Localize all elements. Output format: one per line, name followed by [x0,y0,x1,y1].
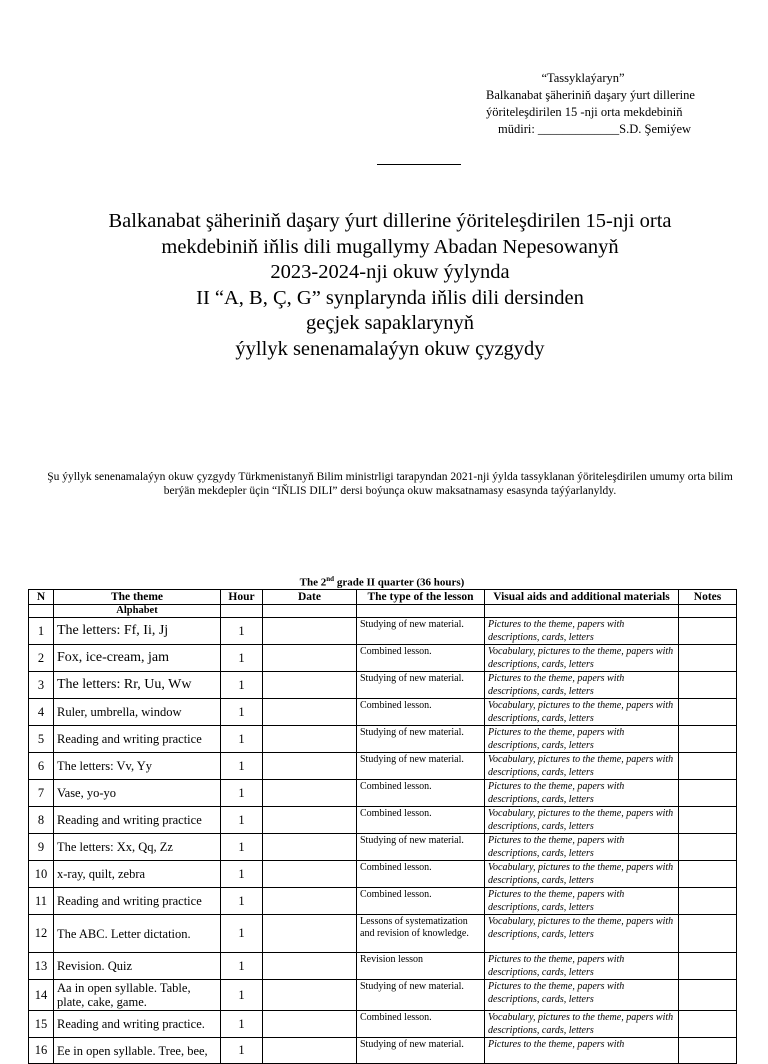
row-date [263,861,357,888]
row-theme: Reading and writing practice [54,807,221,834]
title-line-5: geçjek sapaklarynyň [306,312,474,334]
row-date [263,618,357,645]
row-theme: The ABC. Letter dictation. [54,915,221,953]
title-line-2: mekdebiniň iňlis dili mugallymy Abadan Nepesowanyň [161,235,619,258]
row-date [263,1011,357,1038]
title-line-3: 2023-2024-nji okuw ýylynda [270,261,510,283]
row-number: 13 [29,953,54,980]
table-row [29,953,737,980]
row-lesson-type: Lessons of systematization and revision of knowledge. [357,915,485,953]
row-number: 14 [29,980,54,1011]
row-notes [679,807,737,834]
row-notes [679,672,737,699]
row-visual-aids: Pictures to the theme, papers with descriptions, cards, letters [485,672,679,699]
header-theme: The theme [54,590,221,605]
document-title [0,209,768,362]
row-date [263,807,357,834]
caption-prefix: The 2 [299,576,327,589]
row-theme: Reading and writing practice [54,888,221,915]
row-lesson-type: Studying of new material. [357,834,485,861]
row-notes [679,618,737,645]
row-notes [679,1038,737,1064]
table-caption [28,575,736,589]
row-number: 5 [29,726,54,753]
table-row [29,834,737,861]
row-hour: 1 [221,699,263,726]
header-visual: Visual aids and additional materials [485,590,679,605]
row-theme: Aa in open syllable. Table, plate, cake, game. [54,980,221,1011]
row-lesson-type: Studying of new material. [357,1038,485,1064]
table-row [29,753,737,780]
row-notes [679,645,737,672]
row-visual-aids: Pictures to the theme, papers with descriptions, cards, letters [485,834,679,861]
row-lesson-type: Combined lesson. [357,780,485,807]
section-row [29,605,737,618]
approval-label: “Tassyklaýaryn” [541,71,625,85]
row-hour: 1 [221,980,263,1011]
row-visual-aids: Vocabulary, pictures to the theme, papers with descriptions, cards, letters [485,915,679,953]
row-hour: 1 [221,1038,263,1064]
row-notes [679,699,737,726]
row-visual-aids: Vocabulary, pictures to the theme, papers with descriptions, cards, letters [485,807,679,834]
caption-superscript: nd [326,575,335,583]
header-notes: Notes [679,590,737,605]
table-row [29,888,737,915]
caption-suffix: grade II quarter (36 hours) [334,576,465,589]
row-notes [679,726,737,753]
divider-line [377,164,461,165]
row-lesson-type: Studying of new material. [357,980,485,1011]
table-row [29,672,737,699]
row-hour: 1 [221,753,263,780]
row-visual-aids: Pictures to the theme, papers with descriptions, cards, letters [485,726,679,753]
table-row [29,861,737,888]
row-lesson-type: Studying of new material. [357,672,485,699]
row-notes [679,888,737,915]
approval-signature-line: müdiri: _____________S.D. Şemiýew [498,122,692,136]
row-notes [679,753,737,780]
row-number: 11 [29,888,54,915]
row-lesson-type: Revision lesson [357,953,485,980]
header-n: N [29,590,54,605]
row-hour: 1 [221,618,263,645]
intro-paragraph: Şu ýyllyk senenamalaýyn okuw çyzgydy Türkmenistanyň Bilim ministrligi tarapyndan 2021-nji ýylda tassyklanan ýöriteleşdirilen umumy orta bilim berýän mekdepler üçin “IŇLIS DILI” dersi boýunça okuw maksatnamasy esasynda taýýarlanyldy. [47,471,733,497]
row-hour: 1 [221,672,263,699]
row-hour: 1 [221,1011,263,1038]
row-theme: Reading and writing practice. [54,1011,221,1038]
row-date [263,953,357,980]
row-theme: The letters: Ff, Ii, Jj [54,618,221,645]
row-date [263,834,357,861]
table-row [29,1038,737,1064]
row-date [263,915,357,953]
title-line-1: Balkanabat şäheriniň daşary ýurt dillerine ýöriteleşdirilen 15-nji orta [108,210,672,232]
row-number: 8 [29,807,54,834]
table-row [29,618,737,645]
row-theme: Vase, yo-yo [54,780,221,807]
row-visual-aids: Vocabulary, pictures to the theme, papers with descriptions, cards, letters [485,861,679,888]
row-lesson-type: Studying of new material. [357,618,485,645]
row-hour: 1 [221,834,263,861]
row-theme: The letters: Rr, Uu, Ww [54,672,221,699]
row-visual-aids: Pictures to the theme, papers with descriptions, cards, letters [485,953,679,980]
row-date [263,726,357,753]
row-hour: 1 [221,645,263,672]
row-date [263,753,357,780]
table-row [29,1011,737,1038]
row-theme: x-ray, quilt, zebra [54,861,221,888]
row-hour: 1 [221,915,263,953]
header-date: Date [263,590,357,605]
row-visual-aids: Vocabulary, pictures to the theme, papers with descriptions, cards, letters [485,753,679,780]
row-number: 9 [29,834,54,861]
row-lesson-type: Studying of new material. [357,753,485,780]
row-number: 2 [29,645,54,672]
title-line-4: II “A, B, Ç, G” synplarynda iňlis dili dersinden [196,286,584,309]
row-theme: Ruler, umbrella, window [54,699,221,726]
row-lesson-type: Combined lesson. [357,888,485,915]
row-notes [679,861,737,888]
row-number: 15 [29,1011,54,1038]
row-visual-aids: Pictures to the theme, papers with descriptions, cards, letters [485,888,679,915]
row-visual-aids: Pictures to the theme, papers with [485,1038,679,1064]
row-notes [679,915,737,953]
row-theme: Reading and writing practice [54,726,221,753]
approval-line-1: Balkanabat şäheriniň daşary ýurt dillerine [486,88,695,102]
row-lesson-type: Combined lesson. [357,861,485,888]
table-row [29,780,737,807]
row-visual-aids: Vocabulary, pictures to the theme, papers with descriptions, cards, letters [485,1011,679,1038]
title-line-6: ýyllyk senenamalaýyn okuw çyzgydy [235,337,545,360]
row-visual-aids: Pictures to the theme, papers with descriptions, cards, letters [485,618,679,645]
row-hour: 1 [221,861,263,888]
row-number: 12 [29,915,54,953]
approval-line-2: ýöriteleşdirilen 15 -nji orta mekdebiniň [486,105,683,119]
section-label: Alphabet [54,605,221,618]
row-notes [679,834,737,861]
table-row [29,807,737,834]
row-theme: The letters: Xx, Qq, Zz [54,834,221,861]
row-number: 1 [29,618,54,645]
approval-block [486,70,716,138]
row-date [263,780,357,807]
row-theme: The letters: Vv, Yy [54,753,221,780]
row-date [263,1038,357,1064]
row-hour: 1 [221,780,263,807]
row-visual-aids: Pictures to the theme, papers with descriptions, cards, letters [485,980,679,1011]
header-type: The type of the lesson [357,590,485,605]
table-row [29,915,737,953]
table-body [29,605,737,1064]
row-date [263,888,357,915]
table-header-row [29,590,737,605]
row-number: 7 [29,780,54,807]
row-number: 4 [29,699,54,726]
row-date [263,645,357,672]
row-date [263,672,357,699]
table-row [29,645,737,672]
table-row [29,726,737,753]
row-lesson-type: Combined lesson. [357,699,485,726]
table-row [29,980,737,1011]
row-theme: Fox, ice-cream, jam [54,645,221,672]
row-date [263,699,357,726]
row-number: 3 [29,672,54,699]
row-lesson-type: Combined lesson. [357,807,485,834]
row-notes [679,980,737,1011]
row-hour: 1 [221,888,263,915]
row-notes [679,1011,737,1038]
row-visual-aids: Vocabulary, pictures to the theme, papers with descriptions, cards, letters [485,645,679,672]
row-lesson-type: Combined lesson. [357,1011,485,1038]
row-lesson-type: Studying of new material. [357,726,485,753]
row-notes [679,953,737,980]
row-visual-aids: Pictures to the theme, papers with descriptions, cards, letters [485,780,679,807]
row-number: 6 [29,753,54,780]
row-number: 16 [29,1038,54,1064]
table-row [29,699,737,726]
row-hour: 1 [221,953,263,980]
row-theme: Revision. Quiz [54,953,221,980]
row-hour: 1 [221,807,263,834]
row-theme: Ee in open syllable. Tree, bee, [54,1038,221,1064]
row-lesson-type: Combined lesson. [357,645,485,672]
header-hour: Hour [221,590,263,605]
row-hour: 1 [221,726,263,753]
row-number: 10 [29,861,54,888]
row-visual-aids: Vocabulary, pictures to the theme, papers with descriptions, cards, letters [485,699,679,726]
row-date [263,980,357,1011]
row-notes [679,780,737,807]
lesson-plan-table [28,589,737,1064]
